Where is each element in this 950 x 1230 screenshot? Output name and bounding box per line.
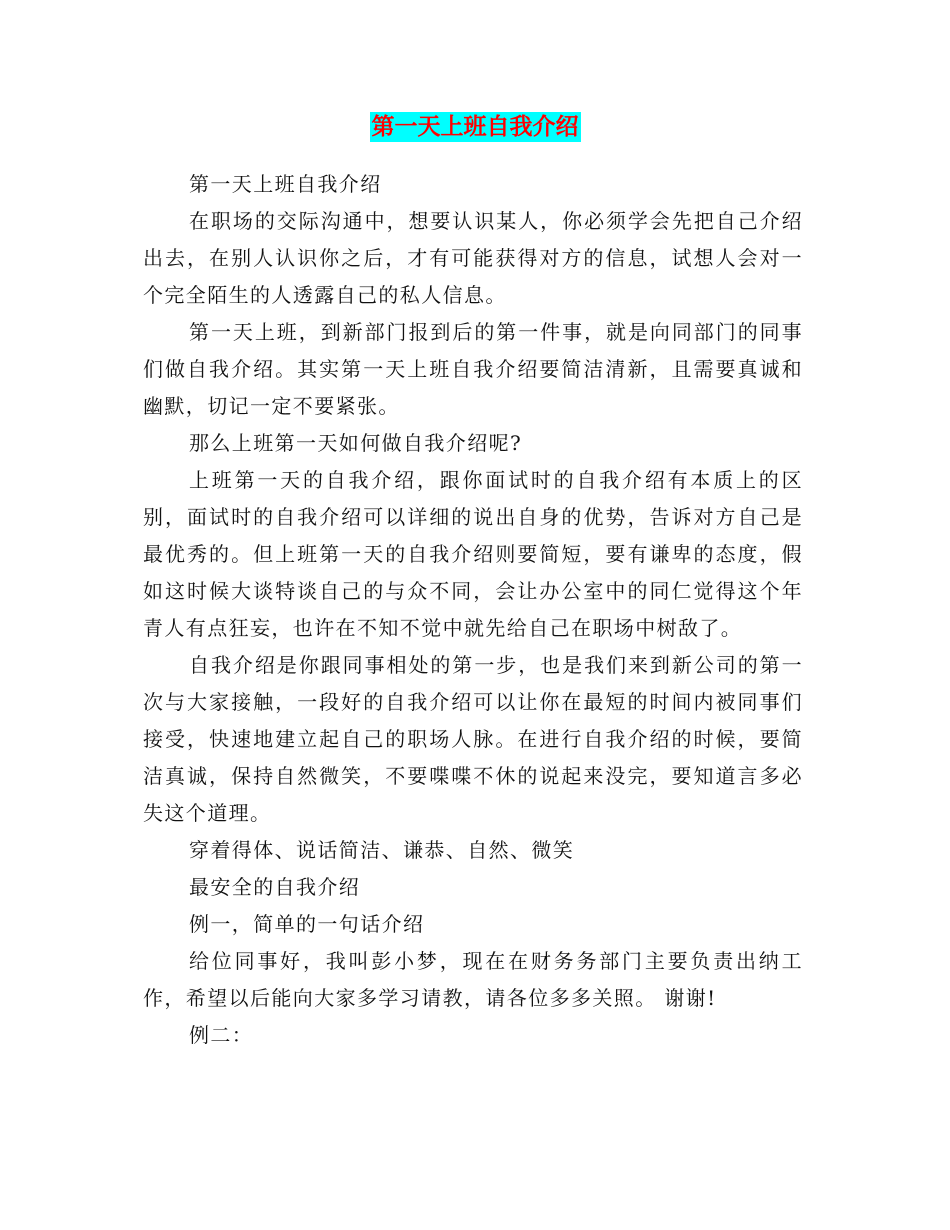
paragraph-intro: 在职场的交际沟通中，想要认识某人，你必须学会先把自己介绍出去，在别人认识你之后，才有可能获得对方的信息，试想人会对一个完全陌生的人透露自己的私人信息。 — [143, 209, 803, 307]
paragraph-example-two-heading: 例二： — [189, 1023, 254, 1047]
title-wrapper — [0, 112, 950, 142]
document-body — [143, 166, 803, 1054]
paragraph-question: 那么上班第一天如何做自我介绍呢? — [189, 431, 523, 455]
paragraph-safest-heading: 最安全的自我介绍 — [189, 875, 361, 899]
paragraph-first-day: 第一天上班，到新部门报到后的第一件事，就是向同部门的同事们做自我介绍。其实第一天上班自我介绍要简洁清新，且需要真诚和幽默，切记一定不要紧张。 — [143, 320, 803, 418]
document-title: 第一天上班自我介绍 — [371, 114, 579, 140]
paragraph-subtitle: 第一天上班自我介绍 — [189, 172, 382, 196]
paragraph-tips: 穿着得体、说话简洁、谦恭、自然、微笑 — [189, 838, 575, 862]
paragraph-example-one-heading: 例一，简单的一句话介绍 — [189, 912, 425, 936]
paragraph-difference: 上班第一天的自我介绍，跟你面试时的自我介绍有本质上的区别，面试时的自我介绍可以详细的说出自身的优势，告诉对方自己是最优秀的。但上班第一天的自我介绍则要简短，要有谦卑的态度，假如这时候大谈特谈自己的与众不同，会让办公室中的同仁觉得这个年青人有点狂妄，也许在不知不觉中就先给自己在职场中树敌了。 — [143, 468, 803, 640]
paragraph-example-one: 给位同事好，我叫彭小梦，现在在财务务部门主要负责出纳工作，希望以后能向大家多学习请教，请各位多多关照。 谢谢! — [143, 949, 803, 1010]
paragraph-first-step: 自我介绍是你跟同事相处的第一步，也是我们来到新公司的第一次与大家接触，一段好的自我介绍可以让你在最短的时间内被同事们接受，快速地建立起自己的职场人脉。在进行自我介绍的时候，要简洁真诚，保持自然微笑，不要喋喋不休的说起来没完，要知道言多必失这个道理。 — [143, 653, 803, 825]
